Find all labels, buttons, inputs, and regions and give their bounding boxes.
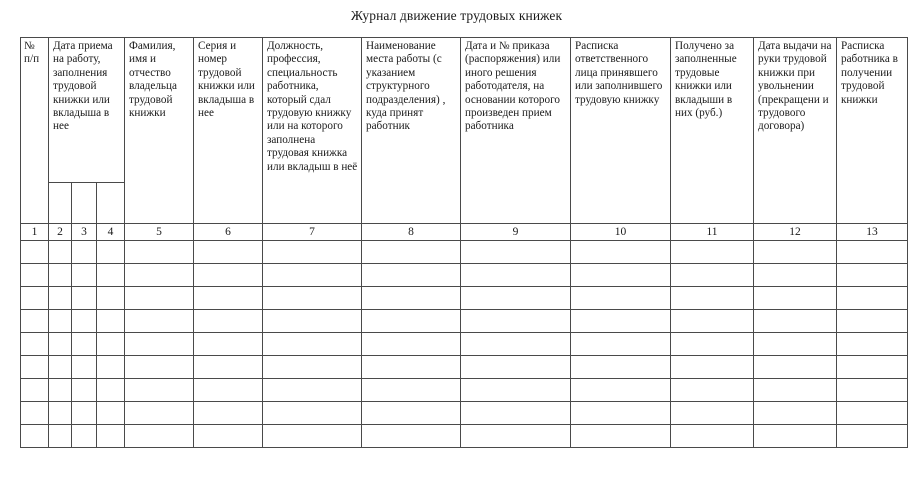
table-cell (194, 310, 263, 333)
table-cell (754, 287, 837, 310)
table-cell (362, 287, 461, 310)
table-cell (125, 333, 194, 356)
table-cell (263, 333, 362, 356)
header-received-payment: Получено за заполненные трудовые книжки или вкладыши в них (руб.) (671, 38, 754, 224)
table-cell (49, 402, 72, 425)
table-cell (21, 310, 49, 333)
table-cell (125, 287, 194, 310)
table-cell (837, 310, 908, 333)
header-responsible-signature: Расписка ответственного лица принявшего или заполнившего трудовую книжку (571, 38, 671, 224)
table-cell (754, 264, 837, 287)
table-row (21, 241, 908, 264)
header-number-sign: № (24, 40, 35, 52)
table-cell (461, 402, 571, 425)
table-cell (263, 241, 362, 264)
table-cell (72, 241, 97, 264)
table-cell (461, 333, 571, 356)
table-cell (837, 333, 908, 356)
header-employee-signature: Расписка работника в получении трудовой книжки (837, 38, 908, 224)
table-cell (571, 379, 671, 402)
table-cell (754, 379, 837, 402)
table-cell (263, 264, 362, 287)
table-cell (125, 402, 194, 425)
table-cell (671, 241, 754, 264)
table-cell (125, 241, 194, 264)
table-row (21, 287, 908, 310)
table-cell (754, 425, 837, 448)
table-cell (837, 402, 908, 425)
table-cell (571, 402, 671, 425)
column-number: 8 (362, 224, 461, 241)
column-number: 13 (837, 224, 908, 241)
table-row (21, 379, 908, 402)
table-cell (837, 379, 908, 402)
table-cell (21, 241, 49, 264)
table-cell (671, 333, 754, 356)
table-cell (671, 379, 754, 402)
header-book-series: Серия и номер трудовой книжки или вкладыша в нее (194, 38, 263, 224)
table-cell (837, 356, 908, 379)
table-cell (263, 287, 362, 310)
header-subcell (97, 183, 125, 224)
table-cell (21, 333, 49, 356)
table-cell (362, 264, 461, 287)
table-cell (837, 425, 908, 448)
table-cell (362, 425, 461, 448)
table-cell (671, 310, 754, 333)
table-cell (754, 356, 837, 379)
table-cell (571, 241, 671, 264)
table-cell (362, 356, 461, 379)
header-position: Должность, профессия, специальность работника, который сдал трудовую книжку или на которого заполнена трудовая книжка или вкладыш в неё (263, 38, 362, 224)
table-cell (754, 241, 837, 264)
header-workplace: Наименование места работы (с указанием структурного подразделения) , куда принят работник (362, 38, 461, 224)
table-cell (49, 241, 72, 264)
table-cell (571, 287, 671, 310)
table-cell (671, 402, 754, 425)
column-number: 4 (97, 224, 125, 241)
column-number: 11 (671, 224, 754, 241)
table-cell (97, 287, 125, 310)
table-cell (263, 402, 362, 425)
table-cell (263, 310, 362, 333)
table-row (21, 425, 908, 448)
table-cell (72, 379, 97, 402)
table-cell (671, 264, 754, 287)
table-cell (72, 425, 97, 448)
table-cell (362, 241, 461, 264)
table-cell (461, 287, 571, 310)
table-cell (21, 356, 49, 379)
table-cell (194, 402, 263, 425)
table-cell (125, 264, 194, 287)
table-cell (72, 402, 97, 425)
table-cell (49, 356, 72, 379)
table-cell (837, 241, 908, 264)
header-issue-date: Дата выдачи на руки трудовой книжки при увольнении (прекращени и трудового договора) (754, 38, 837, 224)
table-cell (571, 310, 671, 333)
column-number: 9 (461, 224, 571, 241)
table-cell (571, 356, 671, 379)
header-hire-date: Дата приема на работу, заполнения трудовой книжки или вкладыша в нее (49, 38, 125, 183)
table-row (21, 402, 908, 425)
table-cell (72, 333, 97, 356)
table-cell (97, 333, 125, 356)
header-number (21, 38, 49, 224)
header-owner-name: Фамилия, имя и отчество владельца трудовой книжки (125, 38, 194, 224)
table-cell (263, 379, 362, 402)
table-cell (461, 379, 571, 402)
table-cell (571, 425, 671, 448)
table-cell (21, 264, 49, 287)
table-cell (49, 333, 72, 356)
table-cell (125, 379, 194, 402)
table-row (21, 356, 908, 379)
table-cell (49, 287, 72, 310)
table-cell (125, 425, 194, 448)
column-number: 1 (21, 224, 49, 241)
table-cell (837, 287, 908, 310)
table-cell (97, 356, 125, 379)
table-cell (671, 425, 754, 448)
page-title: Журнал движение трудовых книжек (350, 8, 563, 23)
table-cell (461, 356, 571, 379)
journal-table (20, 37, 908, 448)
column-number: 3 (72, 224, 97, 241)
table-cell (21, 425, 49, 448)
table-cell (194, 333, 263, 356)
table-row (21, 264, 908, 287)
table-cell (461, 310, 571, 333)
table-cell (754, 310, 837, 333)
table-cell (362, 379, 461, 402)
column-number: 6 (194, 224, 263, 241)
table-cell (362, 310, 461, 333)
table-cell (571, 264, 671, 287)
table-cell (571, 333, 671, 356)
table-cell (49, 425, 72, 448)
table-cell (461, 425, 571, 448)
table-cell (461, 264, 571, 287)
table-cell (837, 264, 908, 287)
table-cell (194, 264, 263, 287)
table-row (21, 333, 908, 356)
table-cell (21, 402, 49, 425)
table-row (21, 310, 908, 333)
column-number: 5 (125, 224, 194, 241)
table-cell (362, 333, 461, 356)
column-number: 2 (49, 224, 72, 241)
table-cell (97, 425, 125, 448)
table-cell (754, 402, 837, 425)
header-subcell (72, 183, 97, 224)
table-cell (49, 379, 72, 402)
column-number: 10 (571, 224, 671, 241)
table-cell (125, 310, 194, 333)
header-order: Дата и № приказа (распоряжения) или иного решения работодателя, на основании которого произведен прием работника (461, 38, 571, 224)
table-cell (21, 287, 49, 310)
table-cell (49, 310, 72, 333)
column-number: 7 (263, 224, 362, 241)
table-cell (754, 333, 837, 356)
table-cell (194, 379, 263, 402)
table-cell (194, 425, 263, 448)
table-cell (97, 241, 125, 264)
table-cell (72, 310, 97, 333)
table-cell (671, 287, 754, 310)
table-cell (461, 241, 571, 264)
table-cell (125, 356, 194, 379)
table-cell (671, 356, 754, 379)
table-cell (97, 379, 125, 402)
column-number: 12 (754, 224, 837, 241)
header-row (21, 38, 908, 183)
table-cell (97, 264, 125, 287)
header-subcell (49, 183, 72, 224)
table-cell (263, 356, 362, 379)
table-cell (97, 402, 125, 425)
table-cell (194, 287, 263, 310)
table-cell (49, 264, 72, 287)
table-cell (72, 287, 97, 310)
table-cell (362, 402, 461, 425)
table-cell (97, 310, 125, 333)
table-cell (72, 356, 97, 379)
column-number-row (21, 224, 908, 241)
header-number-pp: п/п (24, 53, 40, 66)
table-cell (194, 241, 263, 264)
table-cell (263, 425, 362, 448)
table-cell (194, 356, 263, 379)
table-cell (72, 264, 97, 287)
table-cell (21, 379, 49, 402)
